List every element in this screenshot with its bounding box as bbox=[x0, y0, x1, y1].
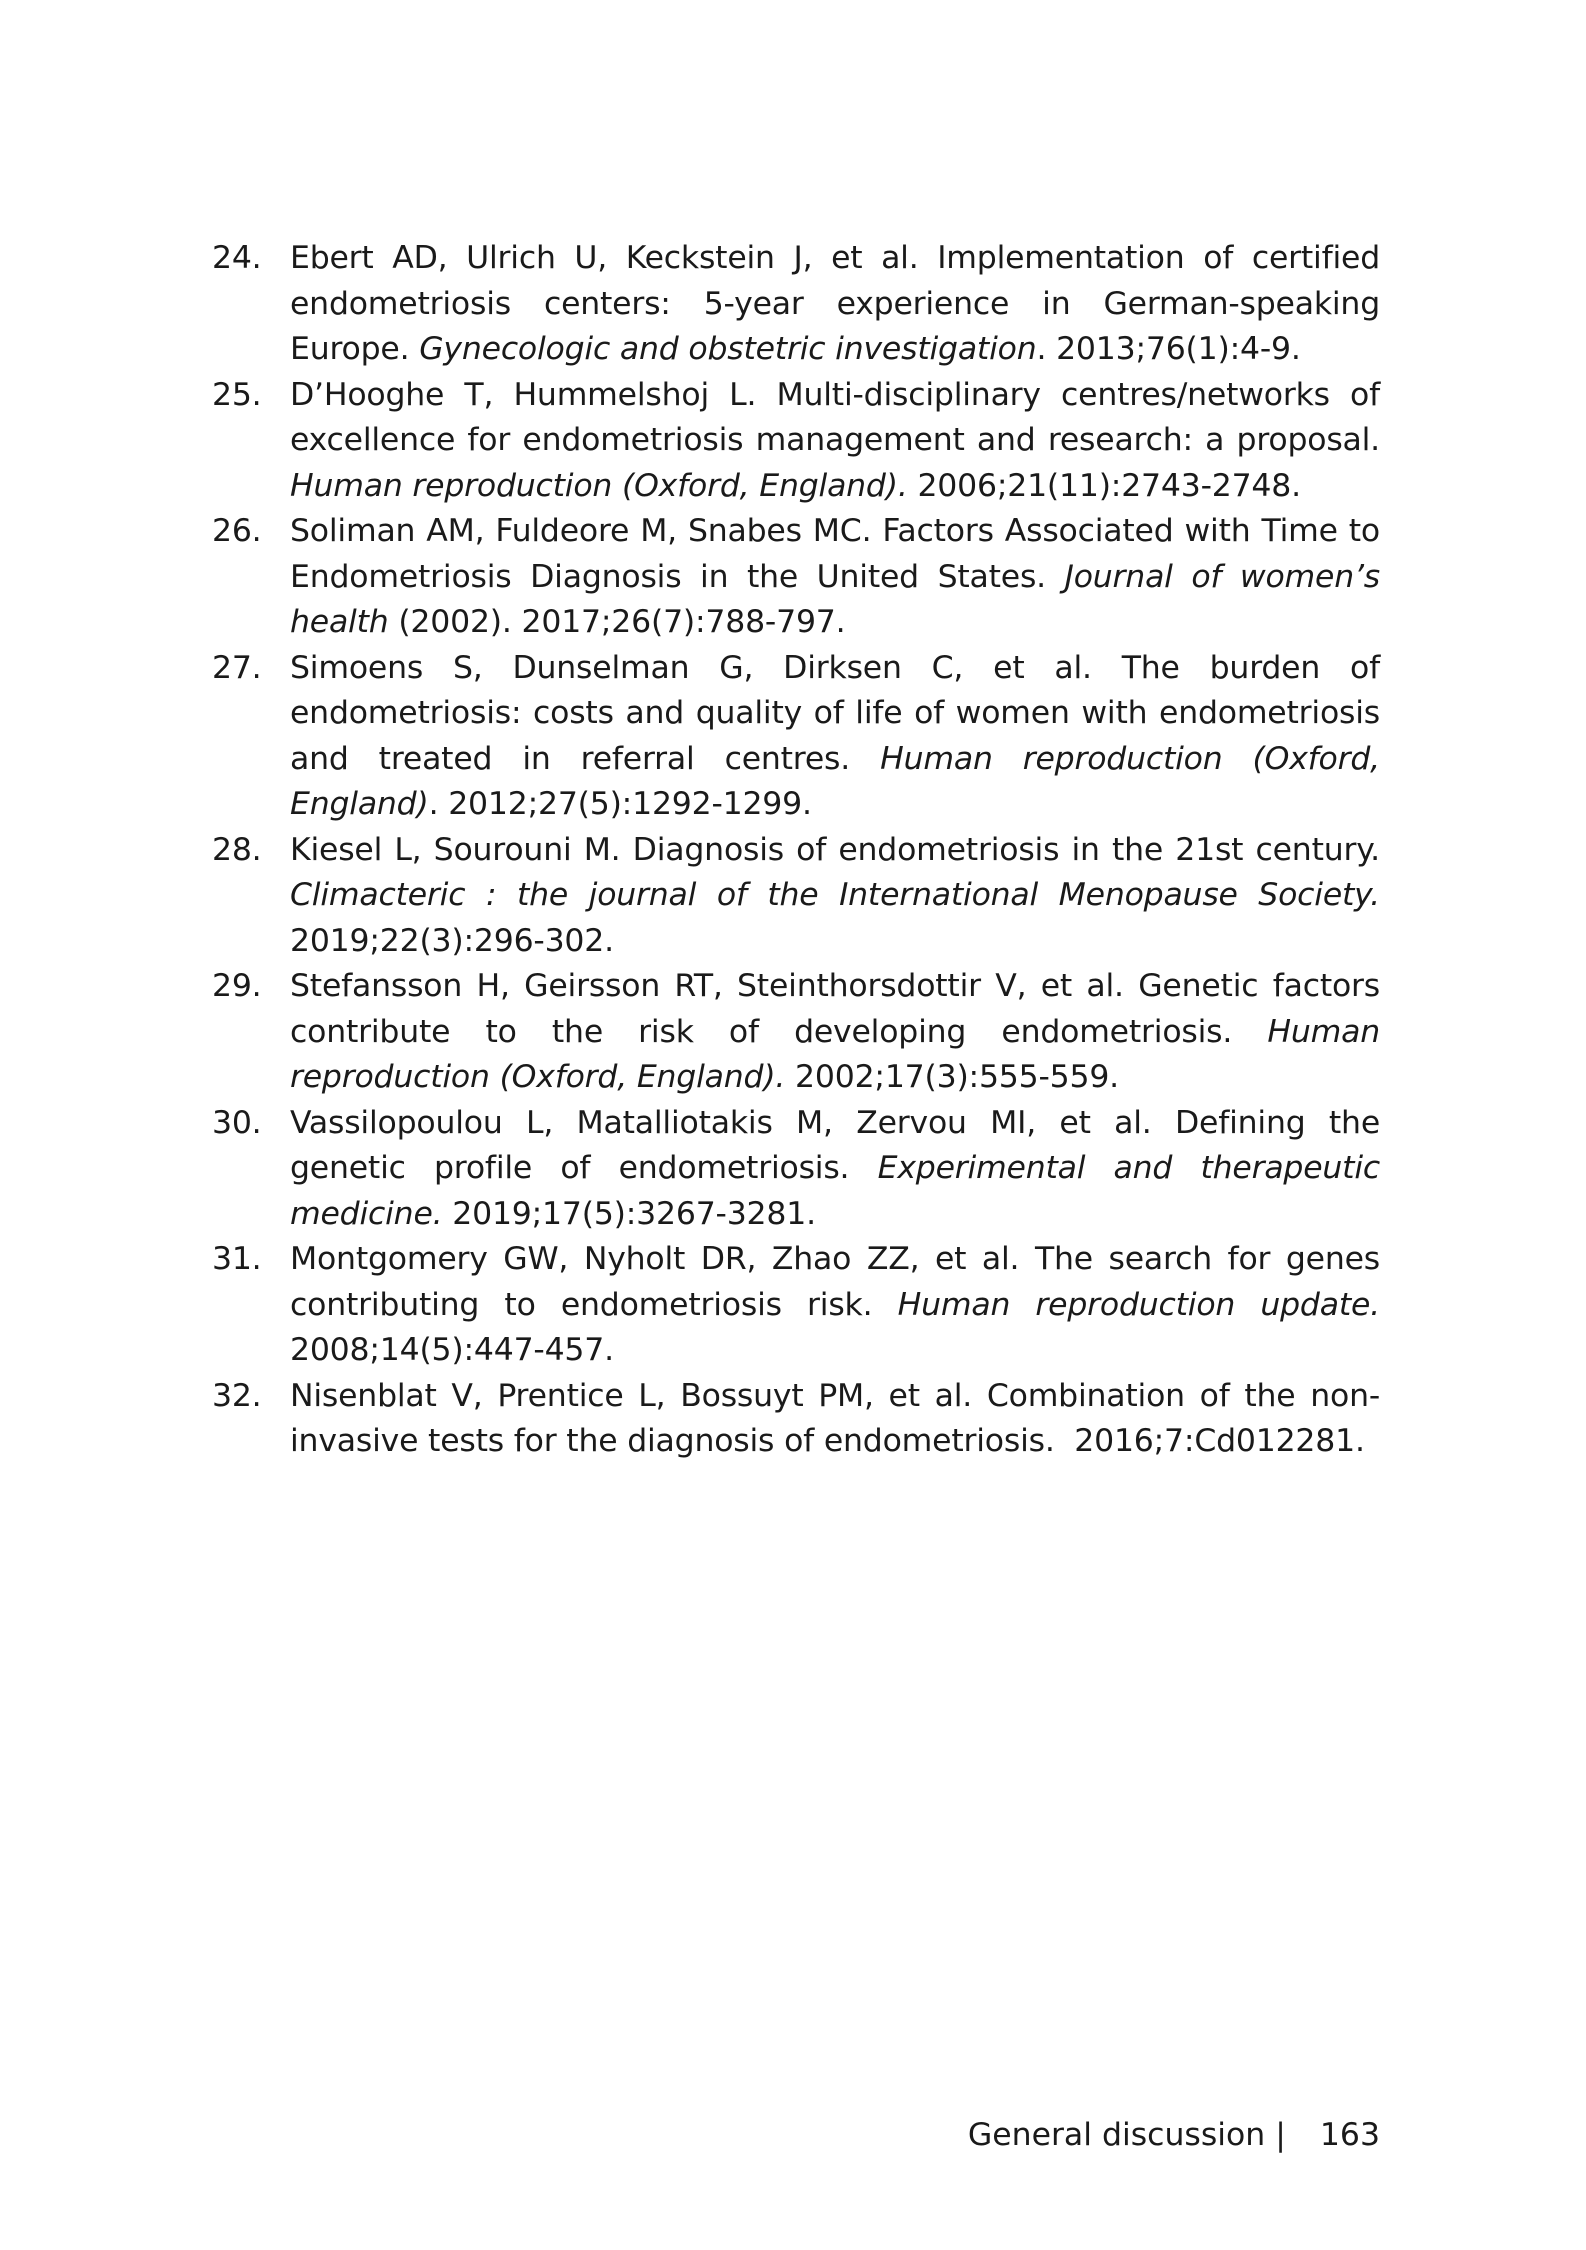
reference-item bbox=[212, 828, 1380, 965]
reference-item bbox=[212, 646, 1380, 828]
reference-item bbox=[212, 1237, 1380, 1374]
reference-details: 2008;14(5):447-457. bbox=[290, 1332, 614, 1368]
footer-section-title: General discussion bbox=[967, 2117, 1266, 2153]
page-number: 163 bbox=[1319, 2117, 1380, 2153]
reference-authors: Simoens S, Dunselman G, Dirksen C, et al. The burden of endometriosis: costs and quality of life of women with endometriosis and treated in referral centres. bbox=[290, 649, 1380, 777]
reference-journal: Journal of women’s health bbox=[290, 558, 1380, 640]
reference-details: . 2013;76(1):4-9. bbox=[1036, 331, 1301, 367]
reference-details: 2016;7:Cd012281. bbox=[1054, 1423, 1365, 1459]
reference-journal: Human reproduction (Oxford, England). bbox=[290, 467, 908, 504]
reference-text bbox=[290, 377, 1380, 504]
reference-journal: Human reproduction update. bbox=[897, 1286, 1380, 1323]
reference-details: 2006;21(11):2743-2748. bbox=[917, 467, 1301, 504]
reference-authors: D’Hooghe T, Hummelshoj L. Multi-disciplinary centres/networks of excellence for endometriosis management and research: a proposal. bbox=[290, 376, 1380, 458]
reference-journal: Experimental and therapeutic medicine. bbox=[290, 1150, 1380, 1232]
reference-journal: Climacteric : the journal of the International Menopause Society. bbox=[290, 877, 1380, 913]
reference-journal: Human reproduction (Oxford, England) bbox=[290, 740, 1380, 822]
reference-details: 2002;17(3):555-559. bbox=[795, 1059, 1119, 1095]
reference-authors: Soliman AM, Fuldeore M, Snabes MC. Factors Associated with Time to Endometriosis Diagnosis in the United States. bbox=[290, 513, 1380, 595]
reference-text bbox=[290, 650, 1380, 823]
footer-separator: | bbox=[1275, 2117, 1286, 2153]
reference-authors: Kiesel L, Sourouni M. Diagnosis of endometriosis in the 21st century. bbox=[290, 831, 1380, 868]
reference-number: 24. bbox=[212, 240, 262, 276]
reference-text bbox=[290, 240, 1380, 367]
reference-number: 28. bbox=[212, 831, 262, 868]
reference-number: 25. bbox=[212, 376, 262, 413]
reference-list bbox=[212, 236, 1380, 1465]
reference-number: 31. bbox=[212, 1241, 262, 1277]
reference-authors: Stefansson H, Geirsson RT, Steinthorsdottir V, et al. Genetic factors contribute to the risk of developing endometriosis. bbox=[290, 968, 1380, 1050]
reference-details: 2019;22(3):296-302. bbox=[290, 922, 614, 959]
reference-item bbox=[212, 964, 1380, 1101]
reference-authors: Ebert AD, Ulrich U, Keckstein J, et al. Implementation of certified endometriosis centers: 5-year experience in German-speaking Europe. bbox=[290, 240, 1380, 367]
reference-text bbox=[290, 968, 1380, 1095]
reference-authors: Nisenblat V, Prentice L, Bossuyt PM, et al. Combination of the non-invasive tests for the diagnosis of endometriosis. bbox=[290, 1377, 1380, 1459]
reference-journal: Human reproduction (Oxford, England). bbox=[290, 1013, 1380, 1095]
reference-details: (2002). 2017;26(7):788-797. bbox=[398, 604, 846, 640]
reference-text bbox=[290, 1241, 1380, 1368]
reference-text bbox=[290, 1378, 1380, 1460]
page-footer bbox=[968, 2115, 1380, 2155]
reference-item bbox=[212, 1374, 1380, 1465]
reference-item bbox=[212, 373, 1380, 510]
reference-text bbox=[290, 1105, 1380, 1232]
reference-number: 29. bbox=[212, 968, 262, 1004]
reference-item bbox=[212, 1101, 1380, 1238]
reference-number: 27. bbox=[212, 649, 262, 686]
reference-number: 30. bbox=[212, 1104, 262, 1141]
reference-text bbox=[290, 832, 1380, 959]
reference-text bbox=[290, 513, 1380, 640]
reference-authors: Vassilopoulou L, Matalliotakis M, Zervou MI, et al. Defining the genetic profile of endometriosis. bbox=[290, 1104, 1380, 1186]
reference-number: 32. bbox=[212, 1377, 262, 1414]
reference-journal: Gynecologic and obstetric investigation bbox=[419, 331, 1037, 367]
reference-details: . 2012;27(5):1292-1299. bbox=[428, 786, 812, 822]
reference-details: 2019;17(5):3267-3281. bbox=[452, 1195, 816, 1232]
reference-authors: Montgomery GW, Nyholt DR, Zhao ZZ, et al. The search for genes contributing to endometriosis risk. bbox=[290, 1241, 1380, 1323]
reference-item bbox=[212, 236, 1380, 373]
reference-number: 26. bbox=[212, 513, 262, 549]
reference-item bbox=[212, 509, 1380, 646]
